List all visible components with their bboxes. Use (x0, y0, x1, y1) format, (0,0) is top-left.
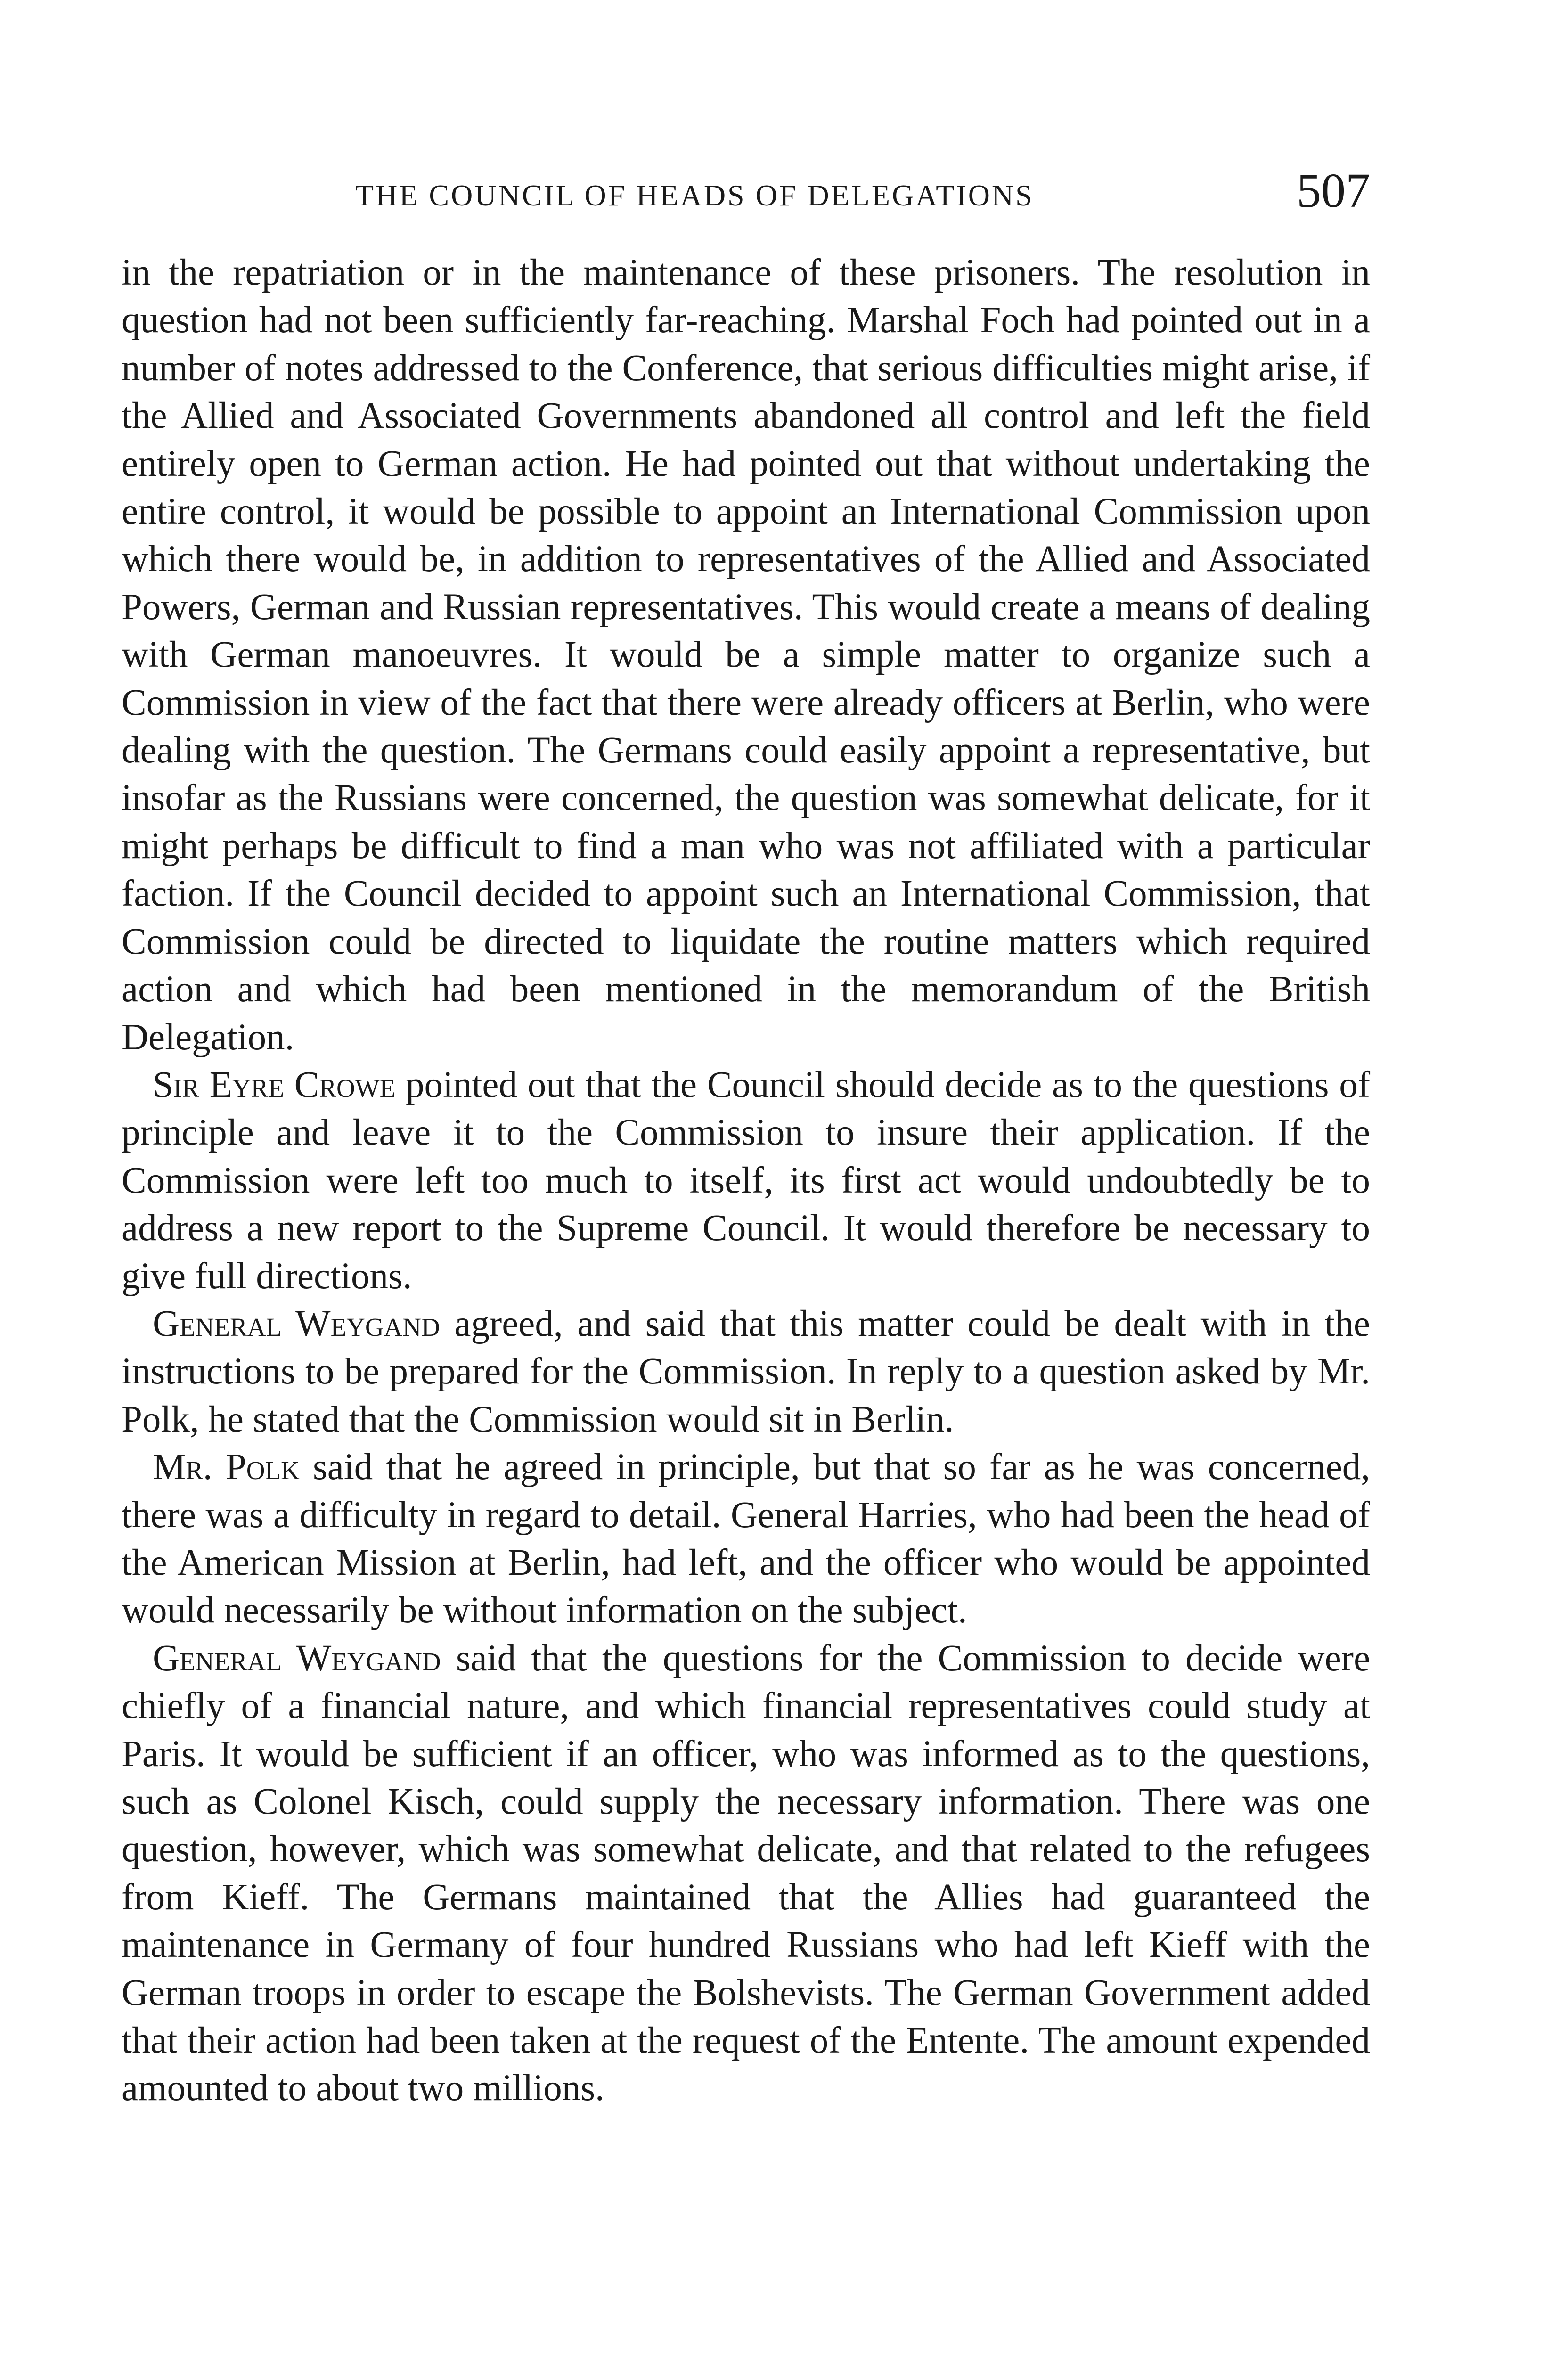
paragraph-text: pointed out that the Council should decide as to the questions of principle and leave it to the Commission to insure their application. If the Commission were left too much to itself, its first act would undoubtedly be to address a new report to the Supreme Council. It would therefore be necessary to give full directions. (122, 1064, 1371, 1297)
running-head (122, 163, 1370, 229)
running-title: THE COUNCIL OF HEADS OF DELEGATIONS (355, 179, 1034, 212)
speaker-name: General Weygand (153, 1637, 441, 1679)
page-number: 507 (1297, 164, 1370, 218)
paragraph-text: said that he agreed in principle, but that so far as he was concerned, there was a difficulty in regard to detail. General Harries, who had been the head of the American Mission at Berlin, had left, and the officer who would be appointed would necessarily be without information on the subject. (122, 1447, 1371, 1631)
paragraph-crowe (122, 1061, 1370, 1300)
paragraph-weygand-2 (122, 1635, 1370, 2112)
speaker-name: Mr. Polk (153, 1447, 300, 1488)
paragraph-weygand-1 (122, 1300, 1370, 1443)
paragraph-text: in the repatriation or in the maintenance of these prisoners. The resolution in question had not been sufficiently far-reaching. Marshal Foch had pointed out in a number of notes addressed to the Conference, that serious difficulties might arise, if the Allied and Associated Governments abandoned all control and left the field entirely open to German action. He had pointed out that without undertaking the entire control, it would be possible to appoint an International Commission upon which there would be, in addition to representatives of the Allied and Associated Powers, German and Russian representatives. This would create a means of dealing with German manoeuvres. It would be a simple matter to organize such a Commission in view of the fact that there were already officers at Berlin, who were dealing with the question. The Germans could easily appoint a representative, but insofar as the Russians were concerned, the question was somewhat delicate, for it might perhaps be difficult to find a man who was not affiliated with a particular faction. If the Council decided to appoint such an International Commission, that Commission could be directed to liquidate the routine matters which required action and which had been mentioned in the memorandum of the British Delegation. (122, 252, 1370, 1058)
speaker-name: Sir Eyre Crowe (153, 1064, 396, 1105)
paragraph-polk (122, 1443, 1370, 1635)
speaker-name: General Weygand (153, 1303, 440, 1344)
body-text (122, 249, 1370, 2112)
paragraph-continuation (122, 249, 1370, 1061)
paragraph-text: agreed, and said that this matter could be dealt with in the instructions to be prepared for the Commission. In reply to a question asked by Mr. Polk, he stated that the Commission would sit in Berlin. (122, 1303, 1370, 1440)
paragraph-text: said that the questions for the Commission to decide were chiefly of a financial nature, and which financial representatives could study at Paris. It would be sufficient if an officer, who was informed as to the questions, such as Colonel Kisch, could supply the necessary information. There was one question, however, which was somewhat delicate, and that related to the refugees from Kieff. The Germans maintained that the Allies had guaranteed the maintenance in Germany of four hundred Russians who had left Kieff with the German troops in order to escape the Bolshevists. The German Government added that their action had been taken at the request of the Entente. The amount expended amounted to about two millions. (122, 1637, 1371, 2109)
